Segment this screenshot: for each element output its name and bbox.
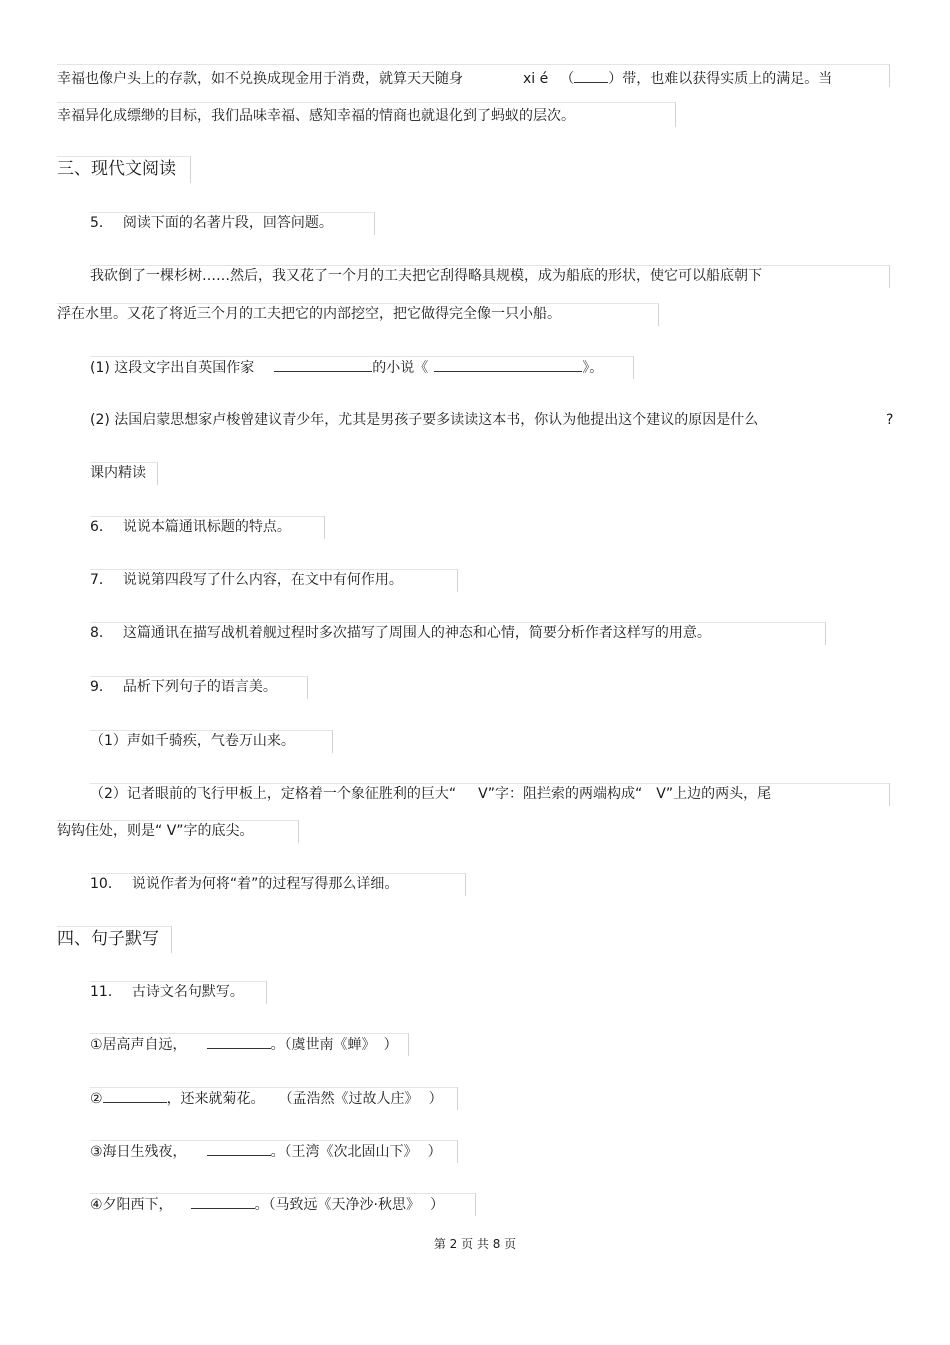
question-10 [90, 874, 398, 894]
item-3-text: ③海日生残夜， [90, 1144, 187, 1160]
question-9-item-2 [90, 784, 771, 804]
question-9 [90, 677, 277, 697]
item-4-source: 。（马致远《天净沙·秋思》 [254, 1197, 421, 1213]
question-number: 10． [90, 876, 122, 892]
item-1-text: ①居高声自远， [90, 1037, 187, 1053]
recitation-item-3 [90, 1141, 442, 1162]
intro-text-part-1: 幸福也像户头上的存款，如不兑换成现金用于消费，就算天天随身 [57, 71, 463, 87]
question-6 [90, 517, 291, 537]
question-8 [90, 623, 711, 643]
section-4-title: 四、句子默写 [57, 929, 159, 949]
question-number: 8． [90, 625, 113, 641]
question-7 [90, 570, 403, 590]
item-1-answer-blank[interactable] [207, 1034, 271, 1049]
excerpt-line-1: 我砍倒了一棵杉树……然后，我又花了一个月的工夫把它刮得略具规模，成为船底的形状，使它可以船底朝下 [90, 268, 762, 284]
item-2-source: （孟浩然《过故人庄》 [278, 1091, 419, 1107]
item-1-source: 。（虞世南《蝉》 [270, 1037, 376, 1053]
item-3-source: 。（王湾《次北固山下》 [270, 1144, 418, 1160]
item-2-answer-blank[interactable] [103, 1088, 167, 1103]
question-5 [90, 213, 333, 233]
page-footer: 第 2 页 共 8 页 [433, 1237, 517, 1251]
question-text: 说说第四段写了什么内容，在文中有何作用。 [122, 572, 403, 588]
question-number: 11． [90, 984, 122, 1000]
item-2-part-3: V”上边的两头，尾 [656, 786, 772, 802]
sub-question-1-end: 》。 [582, 360, 604, 376]
item-4-text: ④夕阳西下， [90, 1197, 173, 1213]
recitation-item-2 [90, 1088, 443, 1109]
sub-question-2: (2) 法国启蒙思想家卢梭曾建议青少年，尤其是男孩子要多读读这本书，你认为他提出这个建议的原因是什么 [90, 412, 759, 428]
question-number: 7． [90, 572, 113, 588]
recitation-item-4 [90, 1194, 444, 1215]
question-text: 说说本篇通讯标题的特点。 [122, 519, 291, 535]
question-text: 阅读下面的名著片段，回答问题。 [122, 215, 333, 231]
item-2-part-2: V”字：阻拦索的两端构成“ [478, 786, 643, 802]
recitation-item-1 [90, 1034, 398, 1055]
question-9-item-2-line-2: 钩钩住处，则是“ V”字的底尖。 [57, 823, 254, 839]
question-11 [90, 982, 244, 1002]
question-text: 说说作者为何将“着”的过程写得那么详细。 [131, 876, 399, 892]
intro-line-1 [57, 68, 832, 89]
author-answer-blank[interactable] [274, 357, 372, 372]
question-9-item-1: （1）声如千骑疾，气卷万山来。 [90, 733, 295, 749]
sub-question-1-text: (1) 这段文字出自英国作家 [90, 360, 255, 376]
sub-question-2-mark: ? [886, 412, 894, 428]
question-number: 9． [90, 679, 113, 695]
question-text: 古诗文名句默写。 [131, 984, 244, 1000]
question-number: 6． [90, 519, 113, 535]
item-3-close: ） [427, 1144, 442, 1160]
intro-text-part-2: ）带，也难以获得实质上的满足。当 [608, 71, 833, 87]
item-4-close: ） [430, 1197, 445, 1213]
item-3-answer-blank[interactable] [207, 1141, 271, 1156]
intro-line-2: 幸福异化成缥缈的目标，我们品味幸福、感知幸福的情商也就退化到了蚂蚁的层次。 [57, 108, 575, 124]
answer-blank-pinyin[interactable] [574, 68, 608, 83]
item-2-text: ，还来就菊花。 [166, 1091, 265, 1107]
question-number: 5． [90, 215, 113, 231]
excerpt-line-2: 浮在水里。又花了将近三个月的工夫把它的内部挖空，把它做得完全像一只小船。 [57, 306, 561, 322]
item-4-answer-blank[interactable] [191, 1194, 255, 1209]
sub-question-1 [90, 357, 603, 378]
item-2-close: ） [428, 1091, 443, 1107]
item-2-number: ② [90, 1091, 103, 1107]
sub-question-1-mid: 的小说《 [372, 360, 429, 376]
open-paren: （ [560, 71, 575, 87]
novel-title-answer-blank[interactable] [434, 357, 582, 372]
section-3-title: 三、现代文阅读 [57, 159, 176, 179]
question-text: 品析下列句子的语言美。 [122, 679, 277, 695]
item-2-part-1: （2）记者眼前的飞行甲板上，定格着一个象征胜利的巨大“ [90, 786, 457, 802]
pinyin-hint: xi é [523, 71, 549, 87]
class-reading-label: 课内精读 [90, 465, 146, 481]
item-1-close: ） [383, 1037, 398, 1053]
question-text: 这篇通讯在描写战机着舰过程时多次描写了周围人的神态和心情，简要分析作者这样写的用意。 [122, 625, 711, 641]
